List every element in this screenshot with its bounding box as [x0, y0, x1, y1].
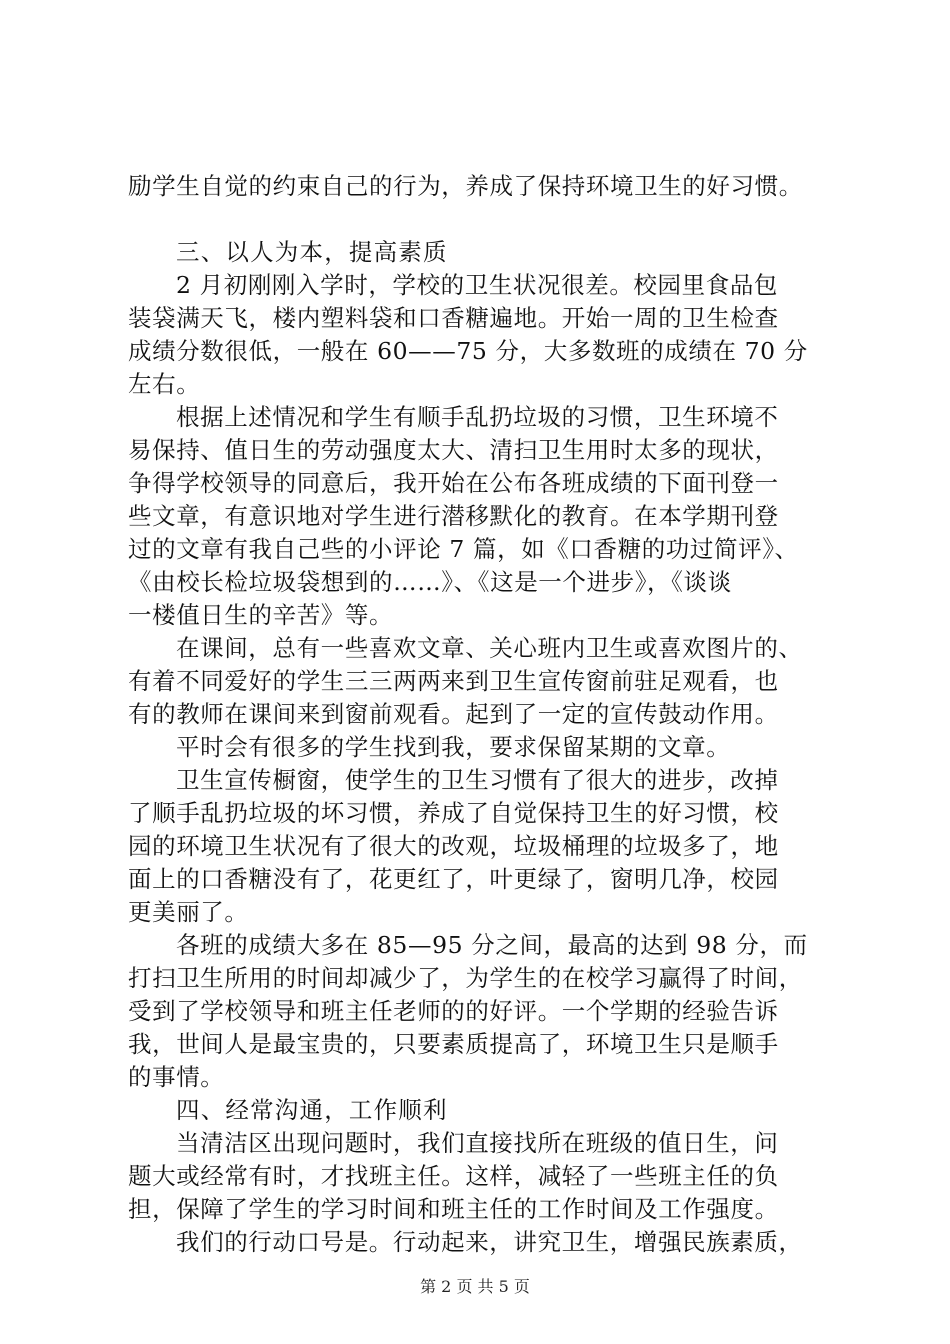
text-line: 我们的行动口号是。行动起来，讲究卫生，增强民族素质，: [176, 1228, 803, 1256]
text-line: 有着不同爱好的学生三三两两来到卫生宣传窗前驻足观看，也: [128, 667, 779, 695]
text-line: 左右。: [128, 370, 201, 398]
text-line: 有的教师在课间来到窗前观看。起到了一定的宣传鼓动作用。: [128, 700, 779, 728]
text-line: 平时会有很多的学生找到我，要求保留某期的文章。: [176, 733, 731, 761]
text-line: 过的文章有我自己些的小评论 7 篇，如《口香糖的功过简评》、: [128, 535, 799, 563]
text-line: 我，世间人是最宝贵的，只要素质提高了，环境卫生只是顺手: [128, 1030, 779, 1058]
blank-line: [128, 203, 834, 236]
text-line: 面上的口香糖没有了，花更红了，叶更绿了，窗明几净，校园: [128, 865, 779, 893]
text-line: 了顺手乱扔垃圾的坏习惯，养成了自觉保持卫生的好习惯，校: [128, 799, 779, 827]
text-line: 在课间，总有一些喜欢文章、关心班内卫生或喜欢图片的、: [176, 634, 803, 662]
text-line: 易保持、值日生的劳动强度太大、清扫卫生用时太多的现状，: [128, 436, 779, 464]
text-line: 争得学校领导的同意后，我开始在公布各班成绩的下面刊登一: [128, 469, 779, 497]
text-line: 些文章，有意识地对学生进行潜移默化的教育。在本学期刊登: [128, 502, 779, 530]
text-line: 根据上述情况和学生有顺手乱扔垃圾的习惯，卫生环境不: [176, 403, 779, 431]
text-line: 受到了学校领导和班主任老师的的好评。一个学期的经验告诉: [128, 997, 779, 1025]
text-line: 的事情。: [128, 1063, 225, 1091]
text-line: 更美丽了。: [128, 898, 249, 926]
text-line: 装袋满天飞，楼内塑料袋和口香糖遍地。开始一周的卫生检查: [128, 304, 779, 332]
section-heading: 四、经常沟通，工作顺利: [176, 1096, 448, 1124]
text-line: 《由校长检垃圾袋想到的……》、《这是一个进步》，《谈谈: [128, 568, 732, 596]
text-line: 题大或经常有时，才找班主任。这样，减轻了一些班主任的负: [128, 1162, 779, 1190]
text-line: 卫生宣传橱窗，使学生的卫生习惯有了很大的进步，改掉: [176, 766, 779, 794]
text-line: 成绩分数很低，一般在 60——75 分，大多数班的成绩在 70 分: [128, 337, 808, 365]
text-line: 担，保障了学生的学习时间和班主任的工作时间及工作强度。: [128, 1195, 779, 1223]
text-line: 励学生自觉的约束自己的行为，养成了保持环境卫生的好习惯。: [128, 172, 803, 200]
text-line: 打扫卫生所用的时间却减少了，为学生的在校学习赢得了时间，: [128, 964, 803, 992]
section-heading: 三、以人为本，提高素质: [176, 238, 448, 266]
page-footer: 第 2 页 共 5 页: [420, 1277, 530, 1296]
text-line: 一楼值日生的辛苦》等。: [128, 601, 394, 629]
document-body: [128, 170, 834, 1259]
text-line: 当清洁区出现问题时，我们直接找所在班级的值日生，问: [176, 1129, 779, 1157]
text-line: 各班的成绩大多在 85—95 分之间，最高的达到 98 分，而: [176, 931, 808, 959]
text-line: 园的环境卫生状况有了很大的改观，垃圾桶理的垃圾多了，地: [128, 832, 779, 860]
text-line: 2 月初刚刚入学时，学校的卫生状况很差。校园里食品包: [176, 271, 779, 299]
